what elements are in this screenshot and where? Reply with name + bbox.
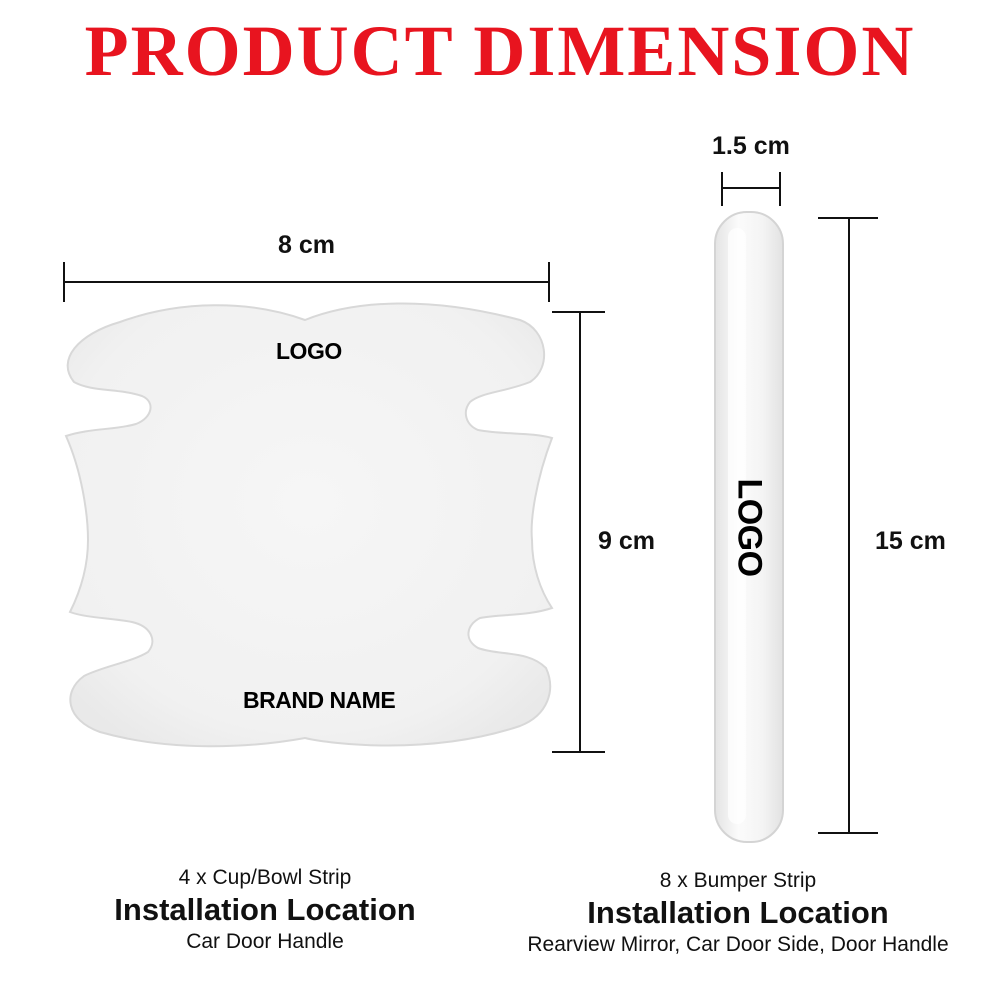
cup-strip-count: 4 x Cup/Bowl Strip <box>178 866 352 889</box>
bumper-height-dimension <box>818 218 878 833</box>
cup-height-label: 9 cm <box>598 527 655 555</box>
bumper-strip-count: 8 x Bumper Strip <box>659 869 817 892</box>
page-title: PRODUCT DIMENSION <box>84 11 916 91</box>
bumper-height-label: 15 cm <box>875 527 946 555</box>
bumper-strip-caption <box>488 868 988 958</box>
cup-strip-location: Car Door Handle <box>186 930 344 953</box>
cup-width-dimension <box>64 262 549 302</box>
bumper-width-label: 1.5 cm <box>712 132 790 160</box>
bumper-logo-text: LOGO <box>730 478 769 577</box>
cup-width-label: 8 cm <box>278 231 335 259</box>
cup-logo-text: LOGO <box>276 338 342 364</box>
cup-brand-name-text: BRAND NAME <box>243 687 396 713</box>
cup-strip-caption <box>65 865 465 955</box>
bumper-width-dimension <box>722 172 780 206</box>
bumper-strip-heading: Installation Location <box>587 895 889 930</box>
cup-strip-heading: Installation Location <box>114 892 416 927</box>
cup-bowl-strip-shape <box>66 303 552 746</box>
bumper-strip-location: Rearview Mirror, Car Door Side, Door Handle <box>527 933 949 956</box>
